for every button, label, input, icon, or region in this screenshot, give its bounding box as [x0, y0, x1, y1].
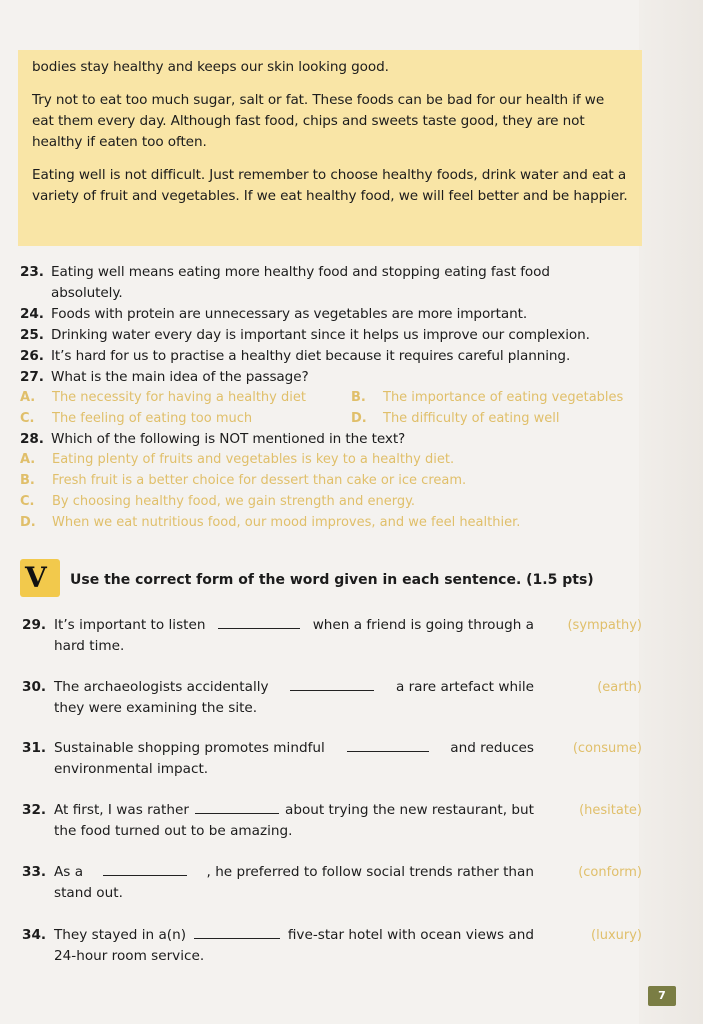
answer-blank[interactable] [218, 615, 300, 629]
question-number: 28. [20, 431, 44, 447]
option-28a[interactable] [20, 449, 640, 470]
text-after: five-star hotel with ocean views and [287, 927, 534, 943]
question-23 [20, 262, 640, 304]
question-continuation: 24-hour room service. [54, 948, 205, 964]
question-26 [20, 346, 640, 367]
word-hint: (earth) [597, 680, 642, 695]
option-letter: A. [20, 390, 36, 405]
question-number: 30. [22, 679, 47, 695]
option-letter: C. [20, 411, 35, 426]
option-letter: C. [20, 494, 35, 509]
page-edge [639, 0, 703, 1024]
question-24 [20, 304, 640, 325]
question-31 [22, 738, 642, 780]
option-text: The difficulty of eating well [383, 411, 560, 426]
question-line [54, 677, 534, 698]
question-line [54, 862, 534, 883]
question-number: 25. [20, 327, 44, 343]
reading-passage [18, 50, 642, 246]
question-line [54, 738, 534, 759]
option-text: The necessity for having a healthy diet [52, 390, 306, 405]
question-text: Eating well means eating more healthy food and stopping eating fast food [51, 264, 550, 280]
passage-paragraph: bodies stay healthy and keeps our skin looking good. [32, 59, 389, 75]
word-hint: (luxury) [591, 928, 642, 943]
question-text: Drinking water every day is important since it helps us improve our complexion. [51, 327, 590, 343]
option-text: Eating plenty of fruits and vegetables is key to a healthy diet. [52, 452, 455, 467]
question-number: 31. [22, 740, 47, 756]
section-letter: V [25, 561, 47, 594]
option-28c[interactable] [20, 491, 640, 512]
question-line [54, 800, 534, 821]
option-letter: D. [20, 515, 36, 530]
passage-paragraph: Eating well is not difficult. Just remember to choose healthy foods, drink water and eat a variety of fruit and vegetables. If we eat healthy food, we will feel better and be happier. [32, 167, 628, 204]
question-number: 34. [22, 927, 47, 943]
question-number: 32. [22, 802, 47, 818]
question-number: 26. [20, 348, 44, 364]
word-hint: (hesitate) [579, 803, 642, 818]
text-after: and reduces [450, 740, 534, 756]
question-27 [20, 367, 640, 388]
option-28d[interactable] [20, 512, 640, 533]
option-text: Fresh fruit is a better choice for dessert than cake or ice cream. [52, 473, 467, 488]
question-number: 33. [22, 864, 47, 880]
answer-blank[interactable] [195, 800, 279, 814]
question-text: What is the main idea of the passage? [51, 369, 309, 385]
option-letter: A. [20, 452, 36, 467]
option-text: By choosing healthy food, we gain strength and energy. [52, 494, 416, 509]
question-number: 24. [20, 306, 44, 322]
question-number: 27. [20, 369, 44, 385]
text-after: a rare artefact while [395, 679, 534, 695]
question-29 [22, 615, 642, 657]
question-text: absolutely. [51, 285, 123, 301]
option-27d[interactable] [351, 408, 641, 429]
text-before: They stayed in a(n) [54, 927, 187, 943]
question-text: It’s hard for us to practise a healthy diet because it requires careful planning. [51, 348, 571, 364]
text-before: At first, I was rather [54, 802, 189, 818]
answer-blank[interactable] [347, 738, 429, 752]
question-line [54, 925, 534, 946]
option-letter: B. [351, 390, 366, 405]
question-34 [22, 925, 642, 967]
text-after: , he preferred to follow social trends rather than [206, 864, 534, 880]
text-before: As a [54, 864, 84, 880]
question-continuation: the food turned out to be amazing. [54, 823, 293, 839]
text-before: Sustainable shopping promotes mindful [54, 740, 325, 756]
option-27c[interactable] [20, 408, 340, 429]
text-before: It’s important to listen [54, 617, 206, 633]
section-badge [20, 559, 60, 597]
text-before: The archaeologists accidentally [54, 679, 269, 695]
question-28 [20, 429, 640, 450]
option-letter: D. [351, 411, 367, 426]
question-continuation: they were examining the site. [54, 700, 258, 716]
question-continuation: environmental impact. [54, 761, 209, 777]
question-text: Which of the following is NOT mentioned in the text? [51, 431, 406, 447]
option-28b[interactable] [20, 470, 640, 491]
passage-paragraph: Try not to eat too much sugar, salt or fat. These foods can be bad for our health if we eat them every day. Although fast food, chips and sweets taste good, they are not healthy if eaten too often. [32, 92, 605, 150]
text-after: about trying the new restaurant, but [284, 802, 534, 818]
section-title: Use the correct form of the word given in each sentence. (1.5 pts) [70, 572, 594, 588]
answer-blank[interactable] [103, 862, 187, 876]
question-number: 23. [20, 264, 44, 280]
text-after: when a friend is going through a [312, 617, 534, 633]
question-30 [22, 677, 642, 719]
question-continuation: hard time. [54, 638, 125, 654]
option-27b[interactable] [351, 387, 641, 408]
question-25 [20, 325, 640, 346]
word-hint: (consume) [572, 741, 642, 756]
word-hint: (conform) [578, 865, 642, 880]
question-33 [22, 862, 642, 904]
question-line [54, 615, 534, 636]
question-number: 29. [22, 617, 47, 633]
option-text: When we eat nutritious food, our mood improves, and we feel healthier. [52, 515, 521, 530]
answer-blank[interactable] [290, 677, 374, 691]
page-number: 7 [648, 986, 676, 1006]
question-text: Foods with protein are unnecessary as vegetables are more important. [51, 306, 528, 322]
question-32 [22, 800, 642, 842]
option-text: The feeling of eating too much [52, 411, 253, 426]
option-text: The importance of eating vegetables [383, 390, 624, 405]
option-27a[interactable] [20, 387, 340, 408]
answer-blank[interactable] [194, 925, 280, 939]
option-letter: B. [20, 473, 35, 488]
question-continuation: stand out. [54, 885, 123, 901]
word-hint: (sympathy) [567, 618, 642, 633]
